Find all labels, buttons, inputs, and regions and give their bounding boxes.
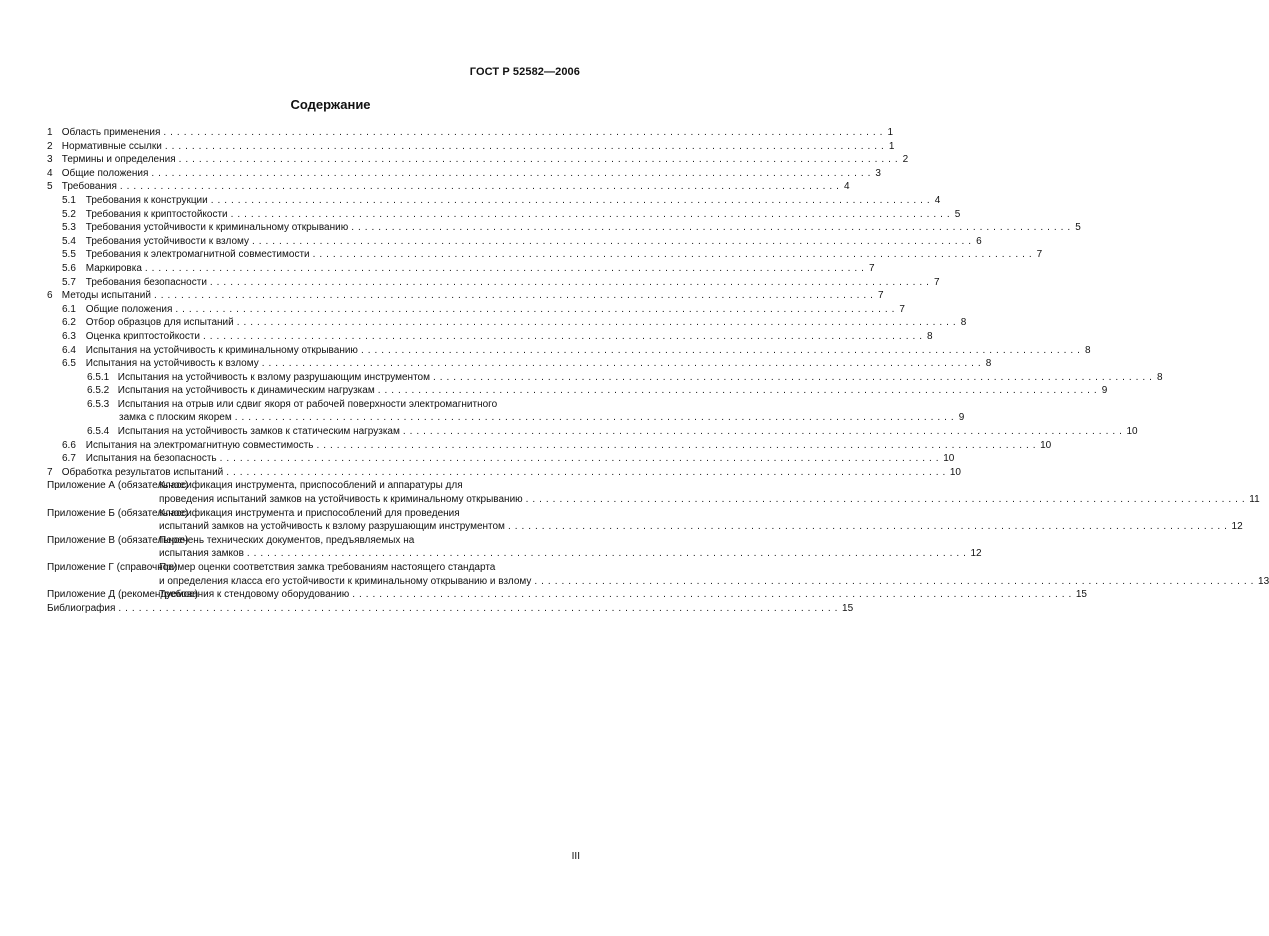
toc-entry-multiline[interactable]: 6.5.3 Испытания на отрыв или сдвиг якоря от рабочей поверхности электромагнитного замка с плоским якорем . . . 9 (47, 398, 584, 425)
toc-entry[interactable]: 6.5.2 Испытания на устойчивость к динамическим нагрузкам . . . 9 (47, 384, 584, 398)
toc-entry[interactable]: 6.4 Испытания на устойчивость к криминальному открыванию . . . 8 (47, 344, 584, 358)
toc-entry[interactable]: 2 Нормативные ссылки . . . 1 (47, 140, 584, 154)
toc-bibliography[interactable]: Библиография . . . 15 (47, 602, 584, 616)
toc-appendix[interactable]: Приложение А (обязательное) Классификация инструмента, приспособлений и аппаратуры для проведения испытаний замков на устойчивость к криминальному открыванию . . . 11 (47, 479, 584, 506)
toc-entry[interactable]: 3 Термины и определения . . . 2 (47, 153, 584, 167)
toc-entry[interactable]: 5.3 Требования устойчивости к криминальному открыванию . . . 5 (47, 221, 584, 235)
toc-entry[interactable]: 5.7 Требования безопасности . . . 7 (47, 276, 584, 290)
toc-appendix[interactable]: Приложение Б (обязательное) Классификация инструмента и приспособлений для проведения испытаний замков на устойчивость к взлому разрушающим инструментом . . . 12 (47, 507, 584, 534)
toc-entry[interactable]: 6.2 Отбор образцов для испытаний . . . 8 (47, 316, 584, 330)
toc-entry[interactable]: 6.5.1 Испытания на устойчивость к взлому разрушающим инструментом . . . 8 (47, 371, 584, 385)
toc-entry[interactable]: 5.2 Требования к криптостойкости . . . 5 (47, 208, 584, 222)
table-of-contents (47, 126, 1269, 615)
standard-code: ГОСТ Р 52582—2006 (469, 66, 580, 78)
toc-entry[interactable]: 6.1 Общие положения . . . 7 (47, 303, 584, 317)
toc-entry[interactable]: 6.5.4 Испытания на устойчивость замков к статическим нагрузкам . . . 10 (47, 425, 584, 439)
toc-entry[interactable]: 5.1 Требования к конструкции . . . 4 (47, 194, 584, 208)
toc-entry[interactable]: 4 Общие положения . . . 3 (47, 167, 584, 181)
toc-entry[interactable]: 5 Требования . . . 4 (47, 180, 584, 194)
toc-entry[interactable]: 1 Область применения . . . 1 (47, 126, 584, 140)
toc-heading: Содержание (290, 97, 371, 112)
toc-entry[interactable]: 5.5 Требования к электромагнитной совместимости . . . 7 (47, 248, 584, 262)
toc-entry[interactable]: 6.3 Оценка криптостойкости . . . 8 (47, 330, 584, 344)
toc-entry[interactable]: 6 Методы испытаний . . . 7 (47, 289, 584, 303)
toc-entry[interactable]: 5.6 Маркировка . . . 7 (47, 262, 584, 276)
toc-appendix[interactable]: Приложение Д (рекомендуемое) Требования к стендовому оборудованию . . . 15 (47, 588, 584, 602)
toc-entry[interactable]: 5.4 Требования устойчивости к взлому . . . 6 (47, 235, 584, 249)
toc-entry[interactable]: 6.6 Испытания на электромагнитную совместимость . . . 10 (47, 439, 584, 453)
toc-entry[interactable]: 6.7 Испытания на безопасность . . . 10 (47, 452, 584, 466)
toc-entry[interactable]: 6.5 Испытания на устойчивость к взлому . . . 8 (47, 357, 584, 371)
toc-entry[interactable]: 7 Обработка результатов испытаний . . . 10 (47, 466, 584, 480)
page-number: III (571, 851, 580, 862)
toc-appendix[interactable]: Приложение В (обязательное) Перечень технических документов, предъявляемых на испытания замков . . . 12 (47, 534, 584, 561)
toc-appendix[interactable]: Приложение Г (справочное) Пример оценки соответствия замка требованиям настоящего стандарта и определения класса его устойчивости к криминальному открыванию и взлому . . . 13 (47, 561, 584, 588)
